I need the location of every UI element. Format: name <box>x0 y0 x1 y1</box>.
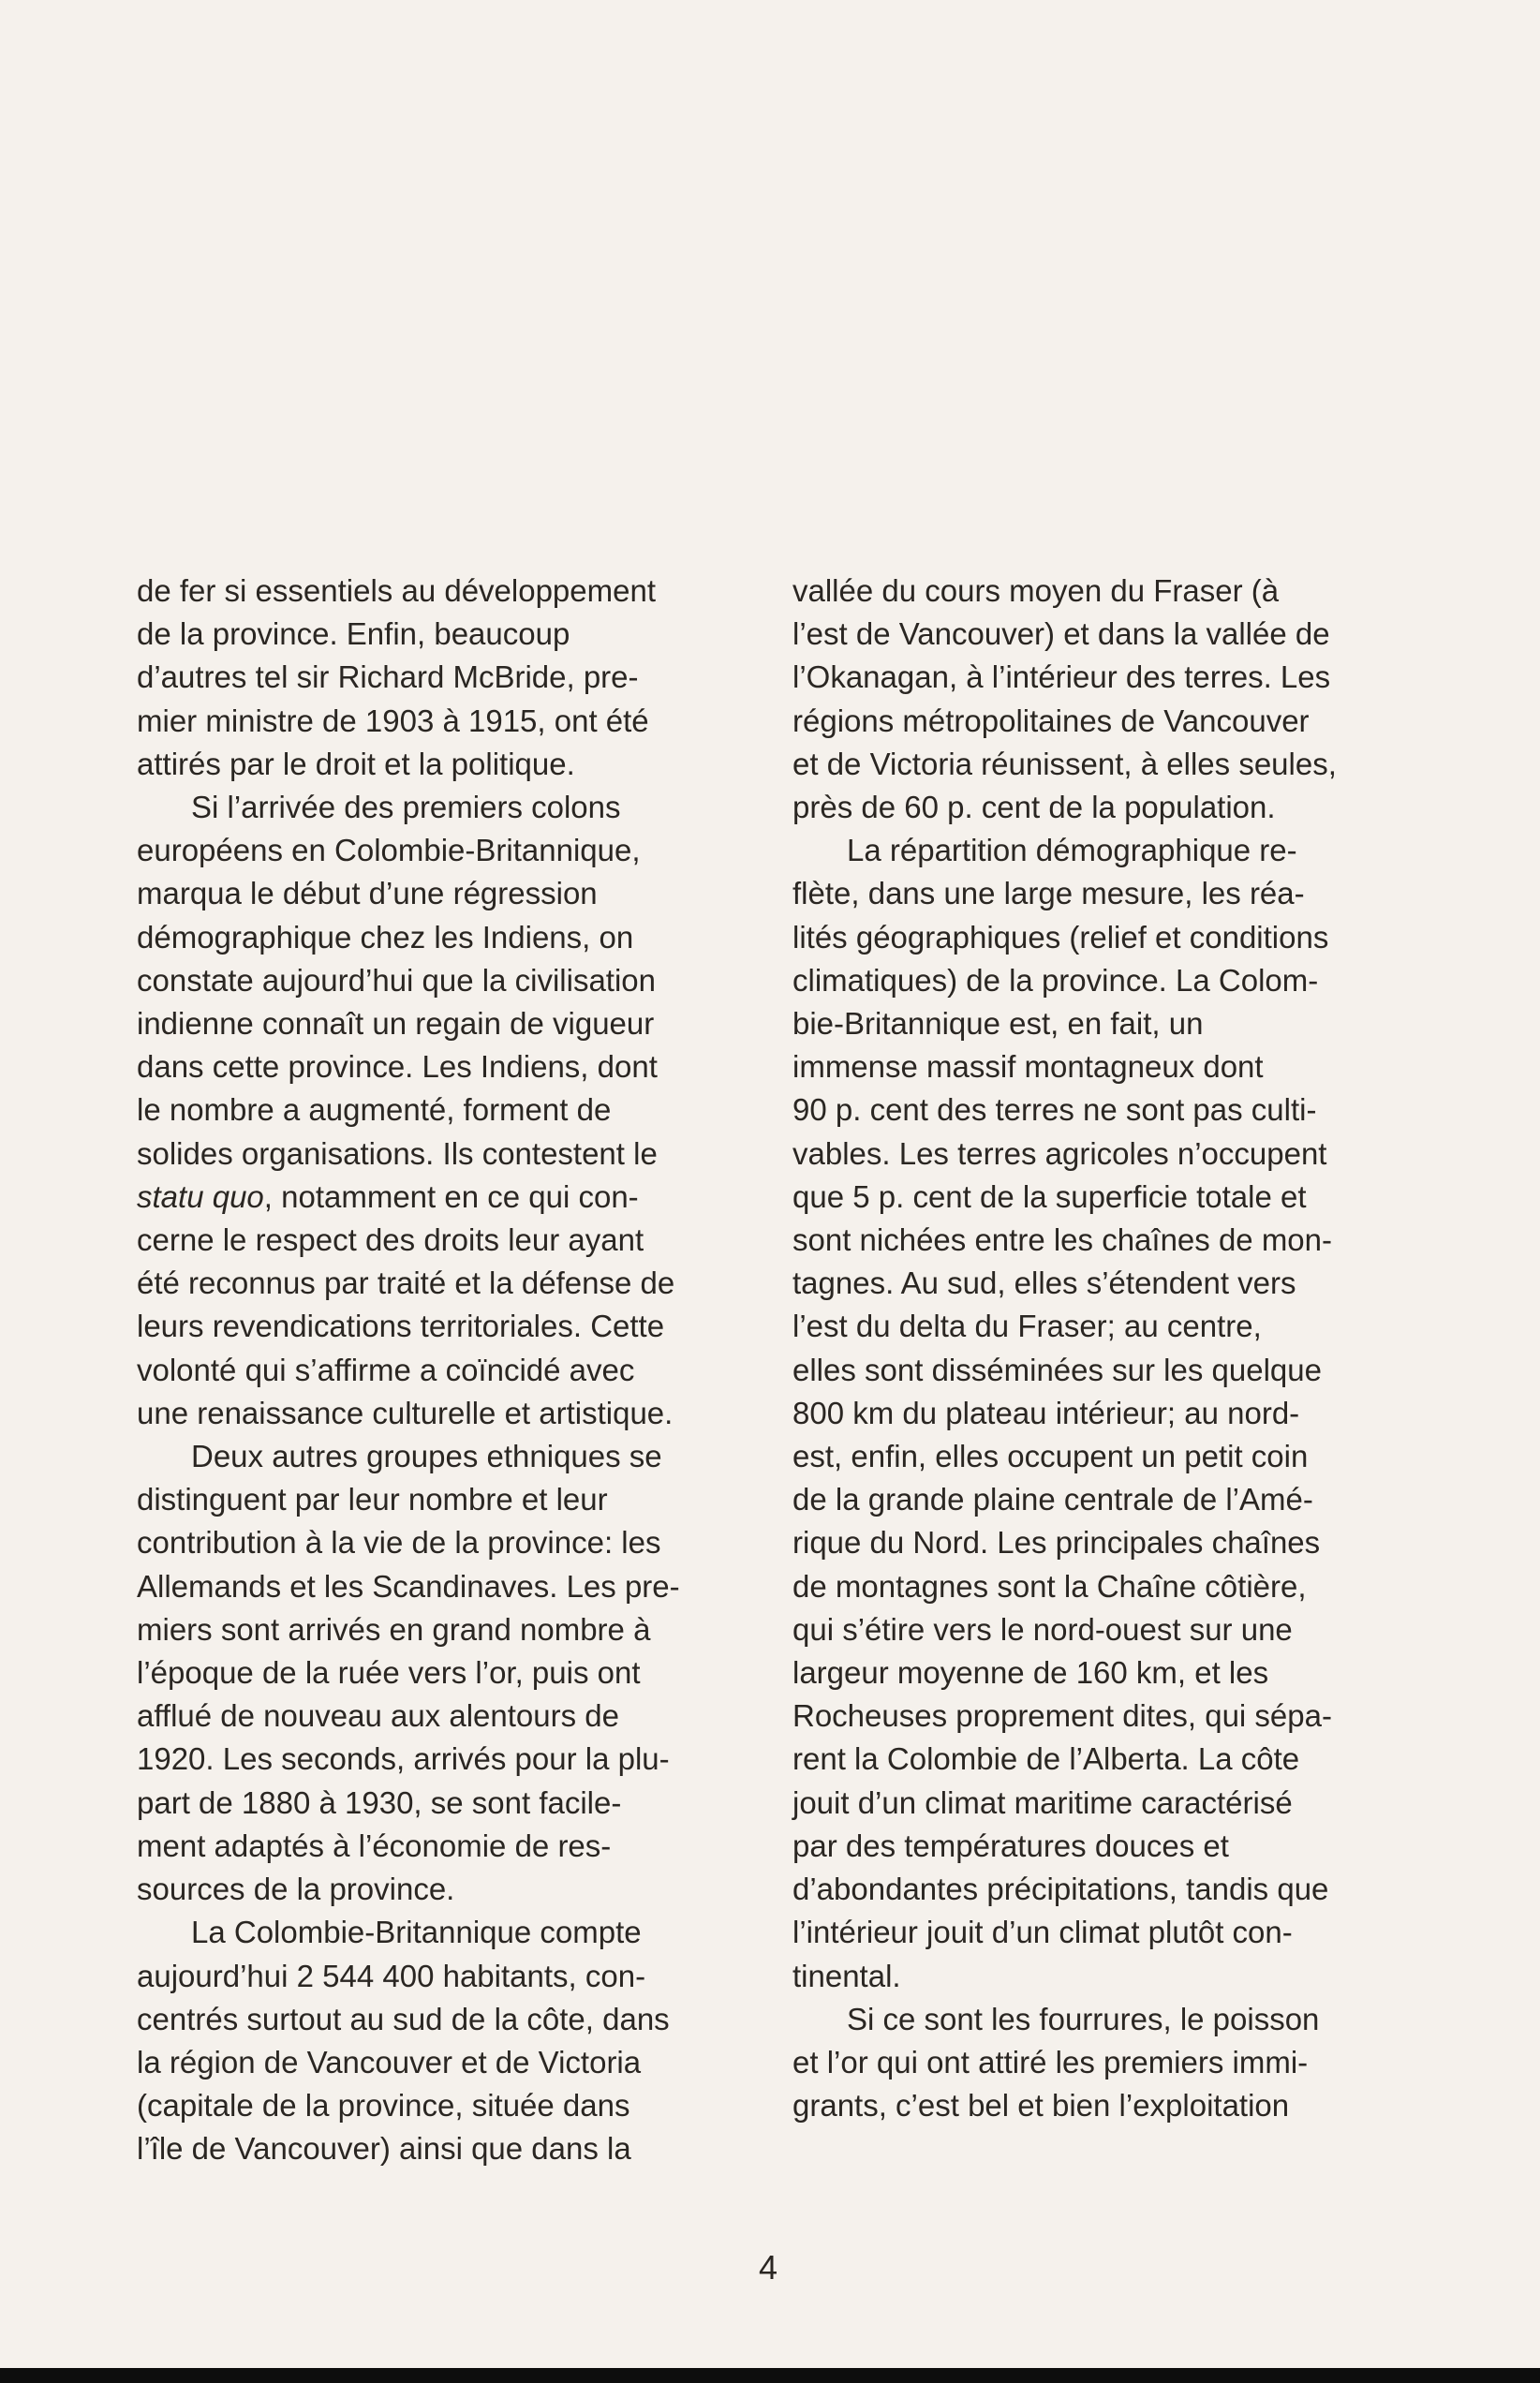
text-line: miers sont arrivés en grand nombre à <box>137 1611 651 1647</box>
text-line: qui s’étire vers le nord-ouest sur une <box>792 1611 1293 1647</box>
text-line: aujourd’hui 2 544 400 habitants, con- <box>137 1958 646 1993</box>
text-line: l’est du delta du Fraser; au centre, <box>792 1309 1262 1344</box>
text-line: par des températures douces et <box>792 1828 1229 1863</box>
text-line: constate aujourd’hui que la civilisation <box>137 962 657 998</box>
text-line: mier ministre de 1903 à 1915, ont été <box>137 703 649 738</box>
text-line: que 5 p. cent de la superficie totale et <box>792 1178 1307 1214</box>
text-line: elles sont disséminées sur les quelque <box>792 1352 1322 1387</box>
text-line: vallée du cours moyen du Fraser (à <box>792 573 1280 608</box>
text-line: l’intérieur jouit d’un climat plutôt con- <box>792 1915 1293 1950</box>
italic-text: statu quo <box>137 1178 264 1214</box>
text-line: de montagnes sont la Chaîne côtière, <box>792 1568 1307 1604</box>
text-line: La répartition démographique re- <box>847 833 1297 868</box>
text-line: la région de Vancouver et de Victoria <box>137 2044 642 2080</box>
text-line: solides organisations. Ils contestent le <box>137 1135 658 1171</box>
text-line: grants, c’est bel et bien l’exploitation <box>792 2088 1290 2124</box>
text-line: l’île de Vancouver) ainsi que dans la <box>137 2131 631 2167</box>
text-line: flète, dans une large mesure, les réa- <box>792 876 1305 911</box>
text-line: cerne le respect des droits leur ayant <box>137 1222 644 1258</box>
text-line: de la province. Enfin, beaucoup <box>137 616 570 652</box>
text-line: d’autres tel sir Richard McBride, pre- <box>137 659 639 695</box>
text-line: et l’or qui ont attiré les premiers immi- <box>792 2044 1309 2080</box>
text-line: 800 km du plateau intérieur; au nord- <box>792 1395 1300 1430</box>
text-line: distinguent par leur nombre et leur <box>137 1482 608 1517</box>
text-line: immense massif montagneux dont <box>792 1049 1264 1085</box>
text-line: La Colombie-Britannique compte <box>191 1915 642 1950</box>
text-line: afflué de nouveau aux alentours de <box>137 1698 619 1734</box>
text-line: 90 p. cent des terres ne sont pas culti- <box>792 1092 1317 1128</box>
text-line: de fer si essentiels au développement <box>137 573 657 608</box>
text-line: près de 60 p. cent de la population. <box>792 790 1276 825</box>
text-line: démographique chez les Indiens, on <box>137 919 634 955</box>
text-line: rique du Nord. Les principales chaînes <box>792 1525 1321 1561</box>
text-line <box>137 1176 755 1219</box>
text-line: jouit d’un climat maritime caractérisé <box>792 1784 1293 1820</box>
text-line: sont nichées entre les chaînes de mon- <box>792 1222 1333 1258</box>
text-line: tinental. <box>792 1958 901 1993</box>
text-line: tagnes. Au sud, elles s’étendent vers <box>792 1266 1296 1301</box>
right-text-column <box>792 570 1420 2127</box>
text-line: marqua le début d’une régression <box>137 876 598 911</box>
text-line: d’abondantes précipitations, tandis que <box>792 1872 1329 1907</box>
text-line: l’est de Vancouver) et dans la vallée de <box>792 616 1330 652</box>
text-line: est, enfin, elles occupent un petit coin <box>792 1439 1309 1474</box>
text-line: (capitale de la province, située dans <box>137 2088 630 2124</box>
text-line: indienne connaît un regain de vigueur <box>137 1006 655 1042</box>
text-line: le nombre a augmenté, forment de <box>137 1092 612 1128</box>
text-line: 1920. Les seconds, arrivés pour la plu- <box>137 1741 670 1777</box>
text-line: centrés surtout au sud de la côte, dans <box>137 2001 670 2036</box>
text-line: largeur moyenne de 160 km, et les <box>792 1655 1269 1691</box>
text-line: lités géographiques (relief et conditions <box>792 919 1329 955</box>
text-line: Rocheuses proprement dites, qui sépa- <box>792 1698 1332 1734</box>
text-line: part de 1880 à 1930, se sont facile- <box>137 1784 622 1820</box>
text-line: vables. Les terres agricoles n’occupent <box>792 1135 1327 1171</box>
text-line: régions métropolitaines de Vancouver <box>792 703 1310 738</box>
text-line: volonté qui s’affirme a coïncidé avec <box>137 1352 635 1387</box>
text-line: rent la Colombie de l’Alberta. La côte <box>792 1741 1300 1777</box>
text-line: contribution à la vie de la province: les <box>137 1525 661 1561</box>
text-line: ment adaptés à l’économie de res- <box>137 1828 612 1863</box>
text-line: l’époque de la ruée vers l’or, puis ont <box>137 1655 641 1691</box>
text-line: été reconnus par traité et la défense de <box>137 1266 675 1301</box>
text-line: Si l’arrivée des premiers colons <box>191 790 621 825</box>
text-line: de la grande plaine centrale de l’Amé- <box>792 1482 1313 1517</box>
text-line: sources de la province. <box>137 1872 455 1907</box>
text-line: bie-Britannique est, en fait, un <box>792 1006 1204 1042</box>
text-line: une renaissance culturelle et artistique. <box>137 1395 674 1430</box>
text-line: climatiques) de la province. La Colom- <box>792 962 1319 998</box>
text-line: européens en Colombie-Britannique, <box>137 833 641 868</box>
text-line: Allemands et les Scandinaves. Les pre- <box>137 1568 680 1604</box>
text-line: Deux autres groupes ethniques se <box>191 1439 662 1474</box>
scan-edge <box>0 2368 1540 2383</box>
page-number: 4 <box>758 2248 778 2287</box>
text-line: leurs revendications territoriales. Cette <box>137 1309 665 1344</box>
text-line: l’Okanagan, à l’intérieur des terres. Les <box>792 659 1331 695</box>
text-line: dans cette province. Les Indiens, dont <box>137 1049 658 1085</box>
text-run: , notamment en ce qui con- <box>263 1178 639 1214</box>
text-line: attirés par le droit et la politique. <box>137 746 575 781</box>
left-text-column <box>137 570 755 2171</box>
text-line: Si ce sont les fourrures, le poisson <box>847 2001 1320 2036</box>
text-line: et de Victoria réunissent, à elles seules, <box>792 746 1337 781</box>
